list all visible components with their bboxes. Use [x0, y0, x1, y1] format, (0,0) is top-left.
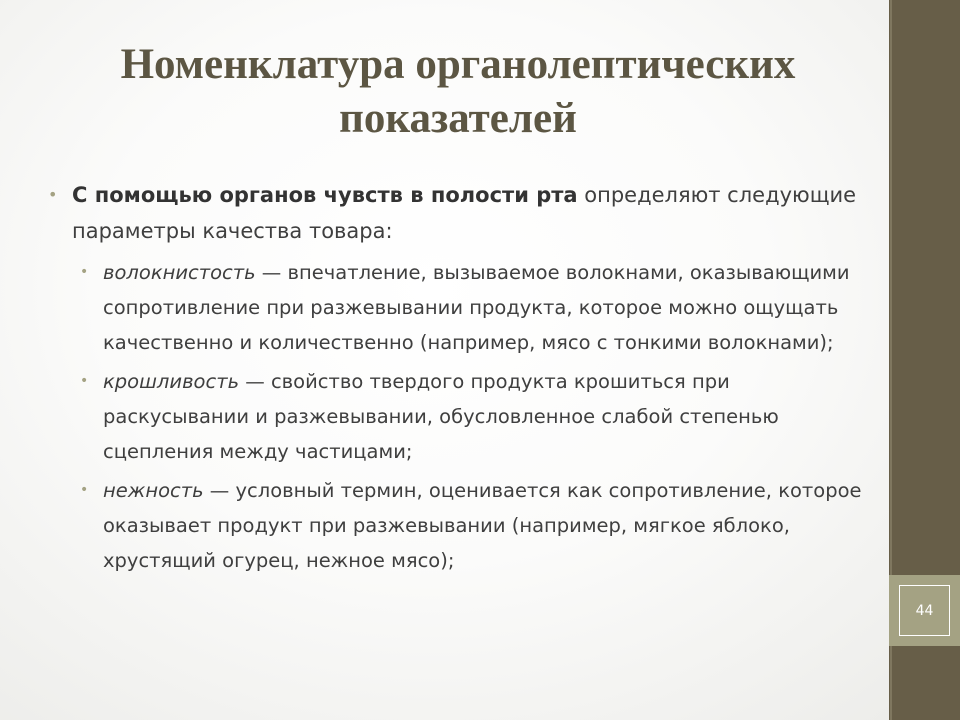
- list-item-fibrousness: [48, 255, 870, 360]
- term-fibrousness: волокнистость: [103, 261, 256, 284]
- slide-number: 44: [899, 585, 950, 636]
- bullet-dot-icon: •: [48, 185, 58, 204]
- slide-content: [48, 177, 870, 582]
- definition-tenderness: — условный термин, оценивается как сопротивление, которое оказывает продукт при разжевывании (например, мягкое яблоко, хрустящий огурец, нежное мясо);: [103, 479, 862, 572]
- term-crumbliness: крошливость: [103, 370, 240, 393]
- intro-bold-text: С помощью органов чувств в полости рта: [72, 183, 578, 207]
- bullet-dot-icon: •: [80, 264, 89, 280]
- intro-rest-text: определяют следующие параметры качества товара:: [72, 183, 857, 243]
- definition-crumbliness: — свойство твердого продукта крошиться при раскусывании и разжевывании, обусловленное слабой степенью сцепления между частицами;: [103, 370, 779, 463]
- slide-title: Номенклатура органолептических показателей: [120, 41, 796, 142]
- bullet-dot-icon: •: [80, 482, 89, 498]
- list-item-crumbliness: [48, 364, 870, 469]
- definition-fibrousness: — впечатление, вызываемое волокнами, оказывающими сопротивление при разжевывании продукта, которое можно ощущать качественно и количественно (например, мясо с тонкими волокнами);: [103, 261, 850, 354]
- slide-number-box: [889, 575, 960, 646]
- bullet-dot-icon: •: [80, 373, 89, 389]
- list-item-tenderness: [48, 473, 870, 578]
- intro-paragraph: [48, 177, 870, 249]
- term-tenderness: нежность: [103, 479, 204, 502]
